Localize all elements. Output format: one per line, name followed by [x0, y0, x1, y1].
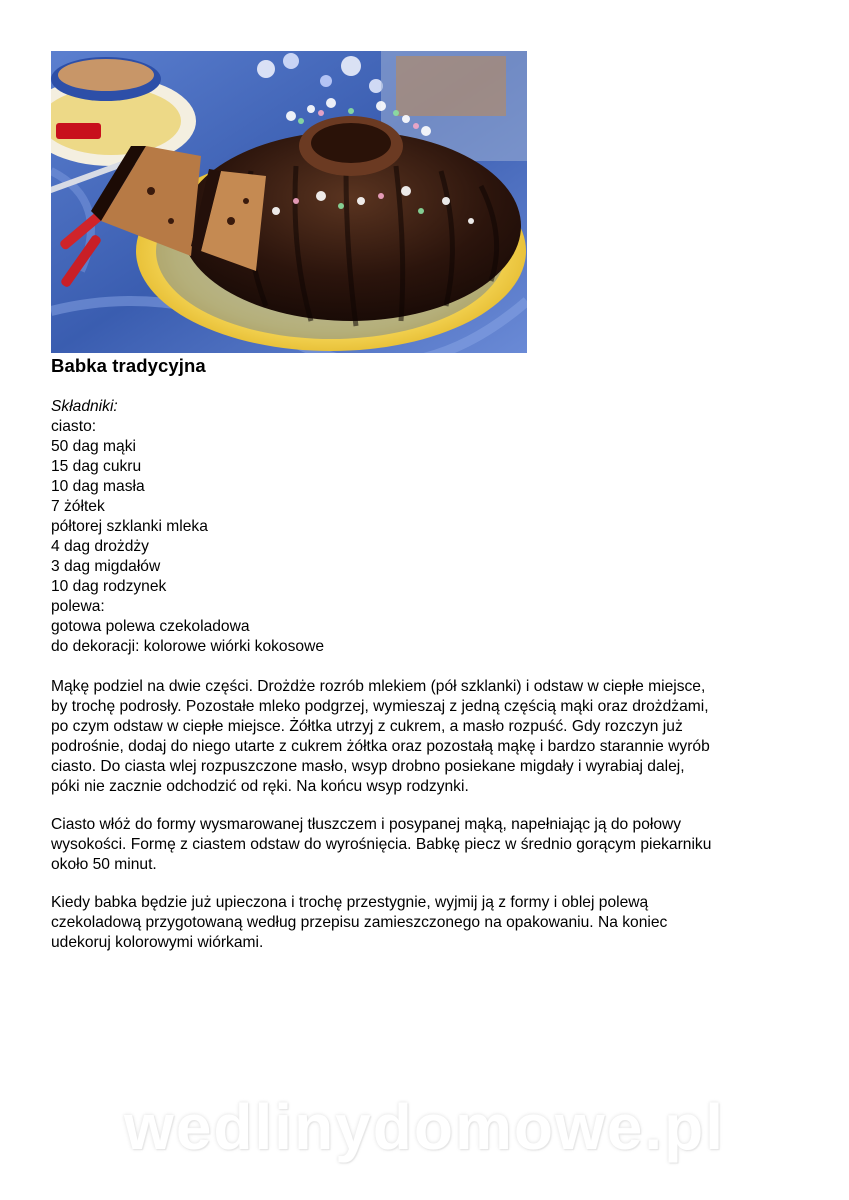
paragraph-line: udekoruj kolorowymi wiórkami. [51, 934, 264, 951]
paragraph-line: wysokości. Formę z ciastem odstaw do wyrośnięcia. Babkę piecz w średnio gorącym piekarniku [51, 836, 712, 853]
ingredient-line: ciasto: [51, 418, 97, 435]
ingredient-line: 50 dag mąki [51, 438, 136, 455]
ingredient-line: gotowa polewa czekoladowa [51, 618, 250, 635]
ingredient-line: 10 dag rodzynek [51, 578, 167, 595]
paragraph-line: Mąkę podziel na dwie części. Drożdże rozrób mlekiem (pół szklanki) i odstaw w ciepłe miejsce, [51, 678, 706, 695]
site-watermark: wedlinydomowe.pl [124, 1091, 725, 1163]
ingredient-line: 10 dag masła [51, 478, 145, 495]
ingredient-line: 15 dag cukru [51, 458, 142, 475]
ingredient-line: 4 dag drożdży [51, 538, 149, 555]
paragraph-line: po czym odstaw w ciepłe miejsce. Żółtka utrzyj z cukrem, a masło rozpuść. Gdy rozczyn już [51, 718, 683, 735]
ingredient-line: 7 żółtek [51, 498, 105, 515]
paragraph-line: podrośnie, dodaj do niego utarte z cukrem żółtka oraz pozostałą mąkę i bardzo starannie wyrób [51, 738, 710, 755]
instructions-paragraph-1 [51, 677, 791, 797]
ingredients-label: Składniki: [51, 398, 118, 415]
instructions-paragraph-3 [51, 893, 791, 953]
recipe-title: Babka tradycyjna [51, 355, 206, 376]
paragraph-line: póki nie zacznie odchodzić od ręki. Na końcu wsyp rodzynki. [51, 778, 469, 795]
paragraph-line: czekoladową przygotowaną według przepisu zamieszczonego na opakowaniu. Na koniec [51, 914, 668, 931]
paragraph-line: Ciasto włóż do formy wysmarowanej tłuszczem i posypanej mąką, napełniając ją do połowy [51, 816, 682, 833]
ingredient-line: do dekoracji: kolorowe wiórki kokosowe [51, 638, 325, 655]
paragraph-line: Kiedy babka będzie już upieczona i trochę przestygnie, wyjmij ją z formy i oblej polewą [51, 894, 649, 911]
ingredients-list [51, 397, 751, 657]
ingredient-line: 3 dag migdałów [51, 558, 161, 575]
ingredient-line: półtorej szklanki mleka [51, 518, 208, 535]
cake-photo [51, 51, 527, 353]
ingredient-line: polewa: [51, 598, 105, 615]
paragraph-line: ciasto. Do ciasta wlej rozpuszczone masło, wsyp drobno posiekane migdały i wyrabiaj dalej, [51, 758, 685, 775]
instructions-paragraph-2 [51, 815, 791, 875]
cake-illustration [51, 51, 527, 353]
paragraph-line: około 50 minut. [51, 856, 157, 873]
paragraph-line: by trochę podrosły. Pozostałe mleko podgrzej, wymieszaj z jedną częścią mąki oraz drożdżami, [51, 698, 709, 715]
